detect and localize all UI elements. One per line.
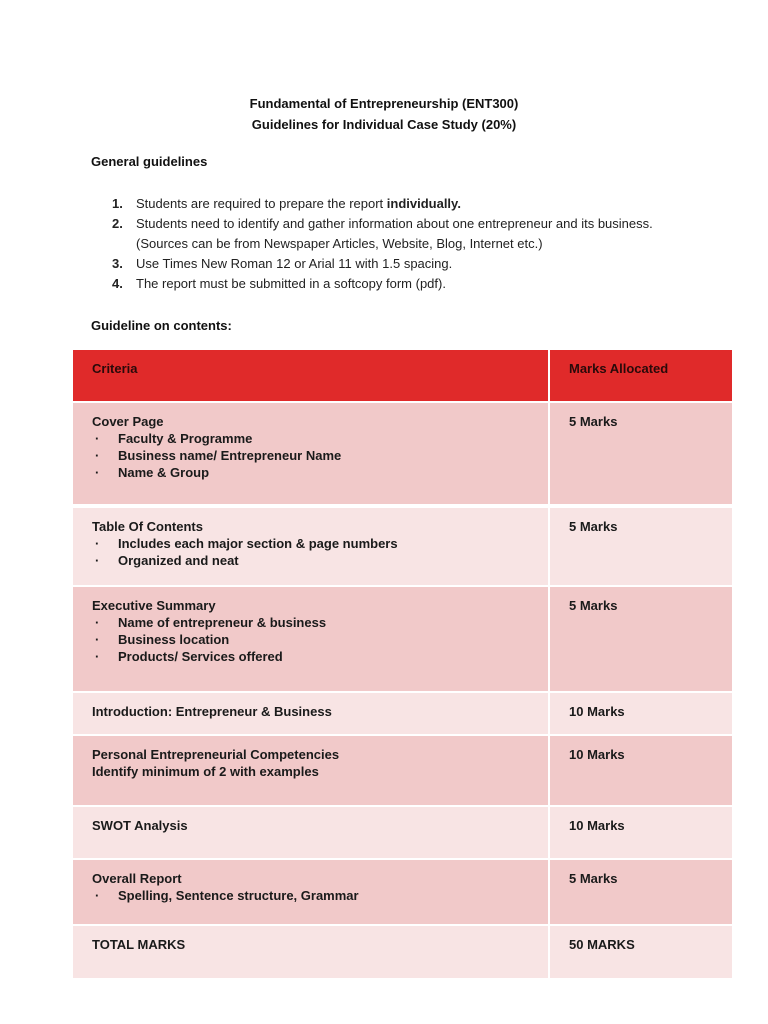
- bullet-dot-icon: ·: [95, 888, 100, 903]
- table-row: [73, 403, 732, 504]
- criteria-bullet: [92, 631, 548, 648]
- general-guidelines-list: [112, 194, 672, 294]
- contents-heading: Guideline on contents:: [91, 318, 232, 333]
- bullet-text: Products/ Services offered: [118, 649, 283, 664]
- guideline-number: 1.: [112, 196, 123, 211]
- criteria-bullet: [92, 535, 548, 552]
- criteria-title: Table Of Contents: [92, 519, 203, 534]
- criteria-line: Identify minimum of 2 with examples: [92, 764, 319, 779]
- bullet-dot-icon: ·: [95, 465, 100, 480]
- table-row: [73, 691, 732, 734]
- criteria-cell: [73, 926, 550, 978]
- bullet-dot-icon: ·: [95, 615, 100, 630]
- marks-cell: 5 Marks: [569, 519, 618, 534]
- criteria-cell: [73, 693, 550, 734]
- marks-cell: 5 Marks: [569, 414, 618, 429]
- document-title: Fundamental of Entrepreneurship (ENT300): [249, 96, 519, 111]
- bullet-dot-icon: ·: [95, 553, 100, 568]
- criteria-bullet: [92, 887, 548, 904]
- bullet-text: Faculty & Programme: [118, 431, 253, 446]
- marks-cell: 50 MARKS: [569, 937, 635, 952]
- table-row: [73, 734, 732, 805]
- table-row: [73, 858, 732, 924]
- table-row: [73, 585, 732, 691]
- bullet-text: Organized and neat: [118, 553, 239, 568]
- bullet-dot-icon: ·: [95, 536, 100, 551]
- bullet-text: Includes each major section & page numbers: [118, 536, 398, 551]
- bullet-text: Name of entrepreneur & business: [118, 615, 327, 630]
- criteria-bullet: [92, 614, 548, 631]
- criteria-cell: [73, 403, 550, 504]
- criteria-cell: [73, 860, 550, 924]
- criteria-title: Personal Entrepreneurial Competencies: [92, 747, 340, 762]
- criteria-title: TOTAL MARKS: [92, 937, 186, 952]
- guideline-number: 3.: [112, 256, 123, 271]
- guideline-item: [112, 214, 672, 254]
- bullet-text: Business name/ Entrepreneur Name: [118, 448, 342, 463]
- criteria-cell: [73, 807, 550, 858]
- bullet-text: Business location: [118, 632, 230, 647]
- marks-cell: 10 Marks: [569, 818, 625, 833]
- guideline-text: The report must be submitted in a softcopy form (pdf).: [136, 276, 446, 291]
- bullet-dot-icon: ·: [95, 431, 100, 446]
- document-subtitle: Guidelines for Individual Case Study (20%): [251, 117, 517, 132]
- marks-cell: 10 Marks: [569, 747, 625, 762]
- bullet-dot-icon: ·: [95, 649, 100, 664]
- criteria-title: Cover Page: [92, 414, 164, 429]
- guideline-text: Students need to identify and gather information about one entrepreneur and its business. (Sources can be from Newspaper Articles, Website, Blog, Internet etc.): [136, 216, 653, 251]
- guideline-number: 2.: [112, 216, 123, 231]
- bullet-dot-icon: ·: [95, 632, 100, 647]
- criteria-bullet: [92, 430, 548, 447]
- criteria-cell: [73, 736, 550, 805]
- criteria-bullet: [92, 447, 548, 464]
- criteria-title: Introduction: Entrepreneur & Business: [92, 704, 332, 719]
- bullet-text: Name & Group: [118, 465, 210, 480]
- marks-cell: 5 Marks: [569, 598, 618, 613]
- guideline-text: Students are required to prepare the report individually.: [136, 196, 461, 211]
- bullet-text: Spelling, Sentence structure, Grammar: [118, 888, 359, 903]
- table-header-row: [73, 350, 732, 401]
- criteria-bullet: [92, 464, 548, 481]
- marks-cell: 10 Marks: [569, 704, 625, 719]
- guideline-emphasis: individually.: [386, 196, 461, 211]
- table-row: [73, 805, 732, 858]
- guideline-item: [112, 274, 672, 294]
- criteria-cell: [73, 508, 550, 585]
- table-row: [73, 924, 732, 978]
- column-header-criteria: Criteria: [73, 350, 550, 401]
- guideline-text: Use Times New Roman 12 or Arial 11 with 1.5 spacing.: [136, 256, 453, 271]
- guideline-item: [112, 254, 672, 274]
- criteria-bullet: [92, 648, 548, 665]
- marks-cell: 5 Marks: [569, 871, 618, 886]
- bullet-dot-icon: ·: [95, 448, 100, 463]
- criteria-title: SWOT Analysis: [92, 818, 188, 833]
- table-row: [73, 506, 732, 585]
- general-guidelines-heading: General guidelines: [91, 154, 208, 169]
- criteria-cell: [73, 587, 550, 691]
- guideline-item: [112, 194, 672, 214]
- criteria-title: Executive Summary: [92, 598, 216, 613]
- criteria-bullet: [92, 552, 548, 569]
- guideline-number: 4.: [112, 276, 123, 291]
- column-header-marks: Marks Allocated: [569, 361, 669, 376]
- criteria-title: Overall Report: [92, 871, 182, 886]
